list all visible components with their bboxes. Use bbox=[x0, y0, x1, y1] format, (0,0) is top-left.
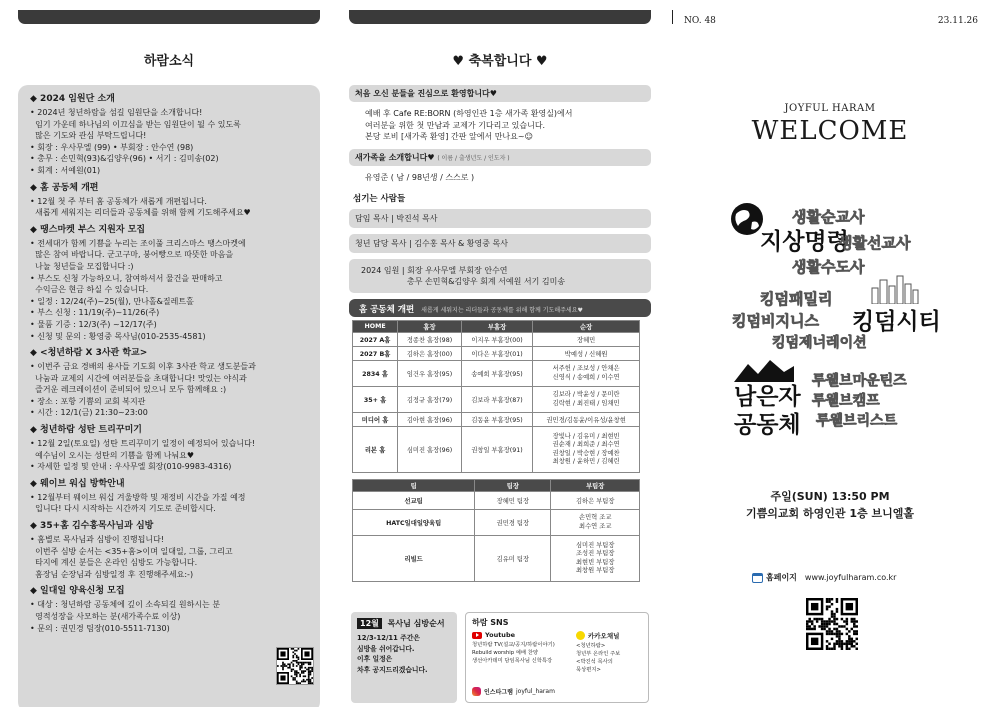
kakao-icon bbox=[576, 631, 585, 640]
table-cell: 임건우 홈장(95) bbox=[398, 361, 462, 387]
news-heading: ◆ 2024 임원단 소개 bbox=[30, 94, 115, 104]
news-line: 이번주 심방 순서는 <35+홈>이며 일대일, 그룹, 그리고 bbox=[30, 546, 233, 556]
fold-mark bbox=[672, 10, 673, 24]
table-header: HOME bbox=[353, 321, 398, 333]
youtube-block[interactable] bbox=[472, 631, 572, 665]
visit-head bbox=[357, 618, 451, 629]
staff-senior-pastor: 담임 목사 | 박진석 목사 bbox=[349, 209, 651, 228]
slogan-word: 투웰브마운틴즈 bbox=[812, 373, 907, 389]
news-line: • 전세대가 함께 기쁨을 누리는 조이풀 크리스마스 땡스마켓에 bbox=[30, 238, 246, 248]
news-line: • 일정 : 12/24(주)~25(월), 만나홀&질레트홀 bbox=[30, 296, 194, 306]
table-cell: 손민혁 조교 최수연 조교 bbox=[551, 510, 640, 536]
news-line: • 회장 : 우사무엘 (99) • 부회장 : 안수연 (98) bbox=[30, 142, 194, 152]
staff-board bbox=[349, 259, 651, 293]
news-line: • 이번주 금요 경배의 용사들 기도회 이후 3사관 학교 생도분들과 bbox=[30, 362, 256, 372]
news-line: • 자세한 일정 및 안내 : 우사무엘 회장(010-9983-4316) bbox=[30, 462, 232, 472]
team-table bbox=[352, 479, 640, 582]
service-place: 기쁨의교회 하영인관 1층 브니엘홀 bbox=[746, 507, 914, 520]
home-bar-sub: 새롭게 세워지는 리더들과 공동체를 위해 함께 기도해주세요♥ bbox=[421, 307, 583, 314]
board-line-2: 총무 손민혁&김양우 회계 서예원 서기 김미송 bbox=[407, 277, 566, 286]
news-heading: ◆ 35+홈 김수홍목사님과 심방 bbox=[30, 521, 154, 532]
table-header: 순장 bbox=[533, 321, 640, 333]
news-line: • 문의 : 권민경 팀장(010-5511-7130) bbox=[30, 623, 170, 633]
newcomer-bar-label: 새가족을 소개합니다♥ bbox=[355, 152, 435, 162]
table-cell: 심미진 부팀장 조성진 부팀장 최현빈 부팀장 최창원 부팀장 bbox=[551, 536, 640, 582]
cover-subtitle: JOYFUL HARAM bbox=[784, 103, 876, 114]
table-row bbox=[353, 427, 640, 473]
table-cell: 김동윤 부홈장(95) bbox=[461, 413, 532, 427]
newcomer-bar-note: ( 이름 / 출생년도 / 인도자 ) bbox=[437, 154, 510, 162]
cover-title: WELCOME bbox=[751, 116, 909, 146]
table-cell: HATC일대일양육팀 bbox=[353, 510, 475, 536]
news-line: • 시간 : 12/1(금) 21:30~23:00 bbox=[30, 408, 148, 418]
table-cell: 리본 홈 bbox=[353, 427, 398, 473]
table-cell: 김하은 부팀장 bbox=[551, 492, 640, 510]
news-line: 타지에 계신 분들은 온라인 심방도 가능합니다. bbox=[30, 558, 198, 568]
table-cell: 권민경/김동윤/이유성/윤창현 bbox=[533, 413, 640, 427]
home-table bbox=[352, 320, 640, 473]
news-line: • 12월 첫 주 부터 홈 공동체가 새롭게 개편됩니다. bbox=[30, 196, 207, 206]
news-line: 홈장님 순장님과 심방일정 후 진행해주세요:-) bbox=[30, 569, 194, 579]
news-line: 입니다! 다시 시작하는 시간까지 기도로 준비합시다. bbox=[30, 504, 216, 514]
slogan-word: 생활순교사 bbox=[792, 208, 865, 226]
instagram-icon bbox=[472, 687, 481, 696]
top-bar bbox=[349, 10, 651, 24]
news-line: 많은 기도와 관심 부탁드립니다! bbox=[30, 131, 147, 141]
table-cell: 2834 홈 bbox=[353, 361, 398, 387]
news-line: 즐거운 레크레이션이 준비되어 있으니 모두 함께해요 :) bbox=[30, 385, 227, 395]
news-line: • 부스 신청 : 11/19(주)~11/26(주) bbox=[30, 308, 160, 318]
kakao-block[interactable] bbox=[576, 631, 646, 674]
table-cell: 정종찬 홈장(98) bbox=[398, 333, 462, 347]
slogan-word: 지상명령 bbox=[760, 229, 849, 255]
news-column bbox=[18, 10, 320, 705]
newcomer-text: 유영준 ( 남 / 98년생 / 스스로 ) bbox=[365, 172, 475, 182]
visit-box bbox=[351, 612, 457, 703]
news-heading: ◆ 청년하람 성탄 트리꾸미기 bbox=[30, 425, 142, 436]
news-heading: ◆ 홈 공동체 개편 bbox=[30, 182, 99, 193]
news-line: • 물품 기증 : 12/3(주) ~12/17(주) bbox=[30, 319, 157, 329]
kakao-lines: <청년하람> 청년부 온라인 주보 <박진석 목사의 묵상편지> bbox=[576, 643, 621, 673]
bottom-boxes bbox=[349, 612, 651, 703]
table-cell: 서주헌 / 조보성 / 안채은 신영식 / 송예희 / 이수연 bbox=[533, 361, 640, 387]
table-cell: 박예성 / 신혜원 bbox=[533, 347, 640, 361]
home-bar-label: 홈 공동체 개편 bbox=[359, 305, 415, 315]
cover-column bbox=[680, 10, 1000, 705]
table-cell: 심미진 홈장(96) bbox=[398, 427, 462, 473]
news-section bbox=[30, 585, 312, 634]
news-line: 예수님이 오시는 성탄의 기쁨을 함께 나눠요♥ bbox=[30, 450, 195, 460]
news-heading: ◆ 웨이브 워십 방학안내 bbox=[30, 478, 125, 489]
news-line: • 회계 : 서예원(01) bbox=[30, 165, 101, 175]
news-line: • 홈별로 목사님과 심방이 진행됩니다! bbox=[30, 535, 165, 545]
news-title: 하람소식 bbox=[143, 54, 195, 69]
staff-youth-pastor: 청년 담당 목사 | 김수홍 목사 & 황영중 목사 bbox=[349, 234, 651, 253]
table-cell: 김보라 부홈장(87) bbox=[461, 387, 532, 413]
news-section bbox=[30, 224, 312, 342]
qr-code-large[interactable] bbox=[806, 598, 858, 650]
table-header: 부홈장 bbox=[461, 321, 532, 333]
table-cell: 장혜민 bbox=[533, 333, 640, 347]
table-header: 홈장 bbox=[398, 321, 462, 333]
table-cell: 선교팀 bbox=[353, 492, 475, 510]
slogan-word: 생활수도사 bbox=[792, 258, 865, 276]
slogan-word: 투웰브캠프 bbox=[812, 393, 880, 409]
news-heading: ◆ <청년하람 X 3사관 학교> bbox=[30, 348, 148, 359]
table-cell: 장혜민 팀장 bbox=[475, 492, 551, 510]
table-cell: 권창일 부홈장(91) bbox=[461, 427, 532, 473]
globe-icon bbox=[730, 202, 764, 236]
news-line: • 12월 2일(토요일) 성탄 트리꾸미기 일정이 예정되어 있습니다! bbox=[30, 439, 255, 449]
visit-tag: 12월 bbox=[357, 618, 382, 629]
qr-code-small[interactable] bbox=[276, 647, 314, 685]
table-cell: 김보라 / 박윤성 / 문미란 김락현 / 최진태 / 임채민 bbox=[533, 387, 640, 413]
table-row bbox=[353, 536, 640, 582]
table-cell: 장빛나 / 김유미 / 최현빈 권순재 / 최희준 / 최수연 권창일 / 박승현 / 장예찬 최창원 / 윤하민 / 김혜린 bbox=[533, 427, 640, 473]
table-cell: 이지우 부홈장(00) bbox=[461, 333, 532, 347]
news-line: • 신청 및 문의 : 황영중 목사님(010-2535-4581) bbox=[30, 331, 206, 341]
table-cell: 2027 A홈 bbox=[353, 333, 398, 347]
youtube-label: Youtube bbox=[485, 631, 515, 639]
news-line: 나눔과 교제의 시간에 여러분들을 초대합니다! 맛있는 야식과 bbox=[30, 373, 247, 383]
news-line: 임기 가운데 하나님의 이끄심을 받는 임원단이 될 수 있도록 bbox=[30, 119, 241, 129]
youtube-lines: 청년하람 TV(설교/공지/하람이야기) Rebuild worship 예배 찬양 생선아카데미 담임목사님 신학특강 bbox=[472, 642, 555, 664]
table-cell: 김하은 홈장(00) bbox=[398, 347, 462, 361]
table-cell: 김아현 홈장(96) bbox=[398, 413, 462, 427]
sns-box bbox=[465, 612, 649, 703]
visit-body: 12/3-12/11 주간은 심방을 쉬어갑니다. 이후 일정은 차후 공지드리겠습니다. bbox=[357, 634, 428, 674]
table-row bbox=[353, 333, 640, 347]
news-heading: ◆ 일대일 양육신청 모집 bbox=[30, 586, 125, 597]
visit-title: 목사님 심방순서 bbox=[387, 619, 445, 628]
news-heading: ◆ 땡스마켓 부스 지원자 모집 bbox=[30, 224, 146, 235]
homepage-link[interactable] bbox=[752, 572, 896, 583]
news-section bbox=[30, 478, 312, 515]
news-section bbox=[30, 347, 312, 419]
news-line: • 대상 : 청년하람 공동체에 깊이 소속되길 원하시는 분 bbox=[30, 600, 221, 610]
news-box bbox=[18, 85, 320, 707]
news-line: • 2024년 청년하람을 섬길 임원단을 소개합니다! bbox=[30, 108, 203, 117]
kakao-label: 카카오채널 bbox=[588, 632, 620, 640]
news-line: 영적성장을 사모하는 분(새가족수료 이상) bbox=[30, 612, 181, 621]
home-bar bbox=[349, 299, 651, 317]
instagram-id: joyful_haram bbox=[515, 688, 555, 695]
news-line: • 부스도 신청 가능하오니, 참여하셔서 물건을 판매하고 bbox=[30, 273, 223, 283]
table-header: 팀 bbox=[353, 480, 475, 492]
service-info bbox=[680, 488, 980, 522]
slogan-word: 투웰브리스트 bbox=[816, 413, 898, 429]
blessing-title: ♥ 축복합니다 ♥ bbox=[452, 54, 548, 69]
news-section bbox=[30, 93, 312, 177]
table-row bbox=[353, 347, 640, 361]
city-skyline-icon bbox=[870, 274, 920, 304]
youtube-badge bbox=[472, 631, 572, 639]
table-row bbox=[353, 492, 640, 510]
news-line: • 장소 : 포항 기쁨의 교회 복지관 bbox=[30, 396, 146, 406]
youtube-icon bbox=[472, 632, 482, 639]
slogan-word: 공동체 bbox=[734, 412, 801, 438]
homepage-icon bbox=[752, 573, 763, 583]
table-cell: 이다은 부홈장(01) bbox=[461, 347, 532, 361]
news-section bbox=[30, 520, 312, 580]
table-row bbox=[353, 510, 640, 536]
news-line: 많은 참여 바랍니다. 군고구마, 붕어빵으로 따뜻한 마음을 bbox=[30, 250, 234, 260]
table-cell: 리빌드 bbox=[353, 536, 475, 582]
slogan-word: 킹덤패밀리 bbox=[760, 290, 833, 308]
table-cell: 2027 B홈 bbox=[353, 347, 398, 361]
service-time: 주일(SUN) 13:50 PM bbox=[770, 490, 890, 503]
issue-number: NO. 48 bbox=[684, 16, 716, 26]
slogan-word: 킹덤시티 bbox=[852, 309, 941, 335]
table-cell: 35+ 홈 bbox=[353, 387, 398, 413]
instagram-label: 인스타그램 bbox=[484, 689, 513, 696]
newcomer-bar bbox=[349, 149, 651, 166]
homepage-url[interactable]: www.joyfulharam.co.kr bbox=[804, 573, 897, 582]
news-section bbox=[30, 182, 312, 219]
table-cell: 김정규 홈장(79) bbox=[398, 387, 462, 413]
table-cell: 김유미 팀장 bbox=[475, 536, 551, 582]
table-header: 부팀장 bbox=[551, 480, 640, 492]
table-cell: 송예희 부홈장(95) bbox=[461, 361, 532, 387]
news-line: • 12월부터 웨이브 워십 겨울방학 및 재정비 시간을 가질 예정 bbox=[30, 492, 246, 502]
board-line-1: 2024 임원 | 회장 우사무엘 부회장 안수연 bbox=[361, 266, 508, 275]
sns-title: 하람 SNS bbox=[472, 618, 509, 627]
slogan-word: 남은자 bbox=[734, 384, 801, 410]
instagram-block[interactable] bbox=[472, 687, 555, 696]
staff-label: 섬기는 사람들 bbox=[353, 194, 406, 204]
welcome-text: 예배 후 Cafe RE:BORN (하영인관 1층 새가족 환영실)에서 여러분을 위한 첫 만남과 교제가 기다리고 있습니다. 본당 로비 [새가족 환영] 간판 앞에서 만나요~☺ bbox=[365, 109, 573, 141]
slogan-word: 킹덤제너레이션 bbox=[772, 335, 867, 351]
table-row bbox=[353, 413, 640, 427]
slogan-word: 생활선교사 bbox=[838, 234, 911, 252]
table-row bbox=[353, 361, 640, 387]
news-line: 새롭게 세워지는 리더들과 공동체를 위해 함께 기도해주세요♥ bbox=[30, 208, 251, 218]
blessing-column bbox=[349, 10, 651, 705]
top-bar bbox=[18, 10, 320, 24]
news-line: • 총무 : 손민혁(93)&김양우(96) • 서기 : 김미송(02) bbox=[30, 154, 219, 164]
news-line: 수익금은 현금 하실 수 있습니다. bbox=[30, 285, 149, 295]
table-header: 팀장 bbox=[475, 480, 551, 492]
table-row bbox=[353, 387, 640, 413]
table-cell: 권민경 팀장 bbox=[475, 510, 551, 536]
issue-date: 23.11.26 bbox=[937, 16, 978, 26]
news-section bbox=[30, 424, 312, 473]
news-line: 나눌 청년들을 모집합니다 :) bbox=[30, 261, 134, 271]
table-cell: 미디어 홈 bbox=[353, 413, 398, 427]
homepage-label: 홈페이지 bbox=[766, 573, 797, 582]
slogan-word: 킹덤비지니스 bbox=[732, 312, 819, 330]
welcome-bar: 처음 오신 분들을 진심으로 환영합니다♥ bbox=[349, 85, 651, 102]
kakao-badge bbox=[576, 631, 646, 640]
